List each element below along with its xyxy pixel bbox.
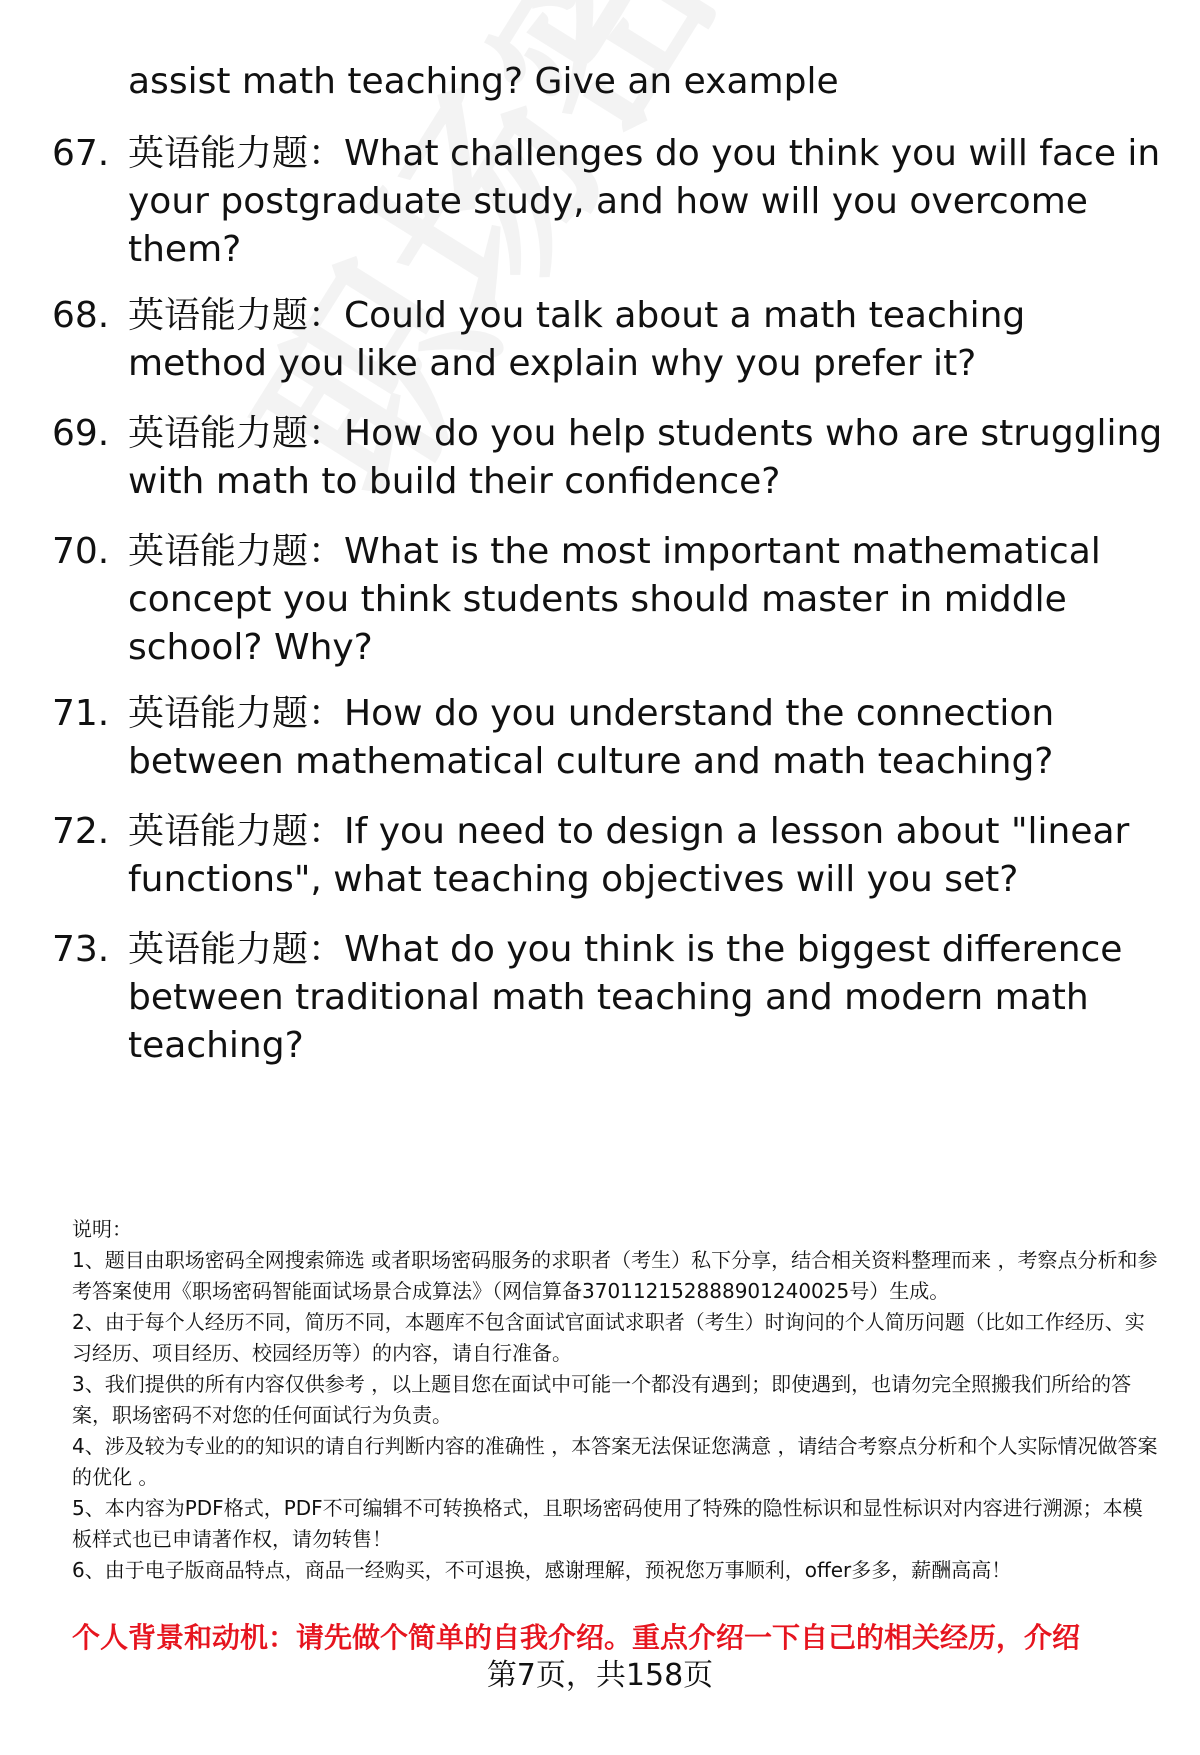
question-text: 英语能力题：How do you understand the connection between mathematical culture and math teaching? [128, 693, 1055, 782]
notes-section [72, 1214, 1162, 1586]
note-item: 3、我们提供的所有内容仅供参考 ，以上题目您在面试中可能一个都没有遇到；即使遇到，也请勿完全照搬我们所给的答案，职场密码不对您的任何面试行为负责。 [72, 1372, 1132, 1427]
next-question-heading: 个人背景和动机：请先做个简单的自我介绍。重点介绍一下自己的相关经历，介绍 [72, 1621, 1081, 1654]
question-text: 英语能力题：How do you help students who are struggling with math to build their confidence? [128, 413, 1163, 502]
question-number: 73. [52, 929, 110, 970]
note-item: 4、涉及较为专业的的知识的请自行判断内容的准确性 ，本答案无法保证您满意 ，请结合考察点分析和个人实际情况做答案的优化 。 [72, 1434, 1158, 1489]
question-number: 68. [52, 295, 110, 336]
page-number: 第7页，共158页 [486, 1658, 714, 1693]
question-text: 英语能力题：What is the most important mathematical concept you think students should master in middle school? Why? [128, 531, 1101, 668]
question-text: 英语能力题：If you need to design a lesson about "linear functions", what teaching objectives will you set? [128, 811, 1130, 900]
question-number: 72. [52, 811, 110, 852]
note-item: 6、由于电子版商品特点，商品一经购买，不可退换，感谢理解，预祝您万事顺利，offer多多，薪酬高高！ [72, 1558, 1012, 1582]
question-number: 70. [52, 531, 110, 572]
question-number: 69. [52, 413, 110, 454]
question-text: 英语能力题：What do you think is the biggest difference between traditional math teaching and modern math teaching? [128, 929, 1123, 1066]
question-number: 71. [52, 693, 110, 734]
note-item: 5、本内容为PDF格式，PDF不可编辑不可转换格式，且职场密码使用了特殊的隐性标识和显性标识对内容进行溯源；本模板样式也已申请著作权，请勿转售！ [72, 1496, 1143, 1551]
question-continuation: assist math teaching? Give an example [128, 61, 839, 102]
question-number: 67. [52, 133, 110, 174]
question-text: 英语能力题：Could you talk about a math teaching method you like and explain why you prefer it? [128, 295, 1026, 384]
question-text: 英语能力题：What challenges do you think you will face in your postgraduate study, and how will you overcome them? [128, 133, 1161, 270]
note-item: 1、题目由职场密码全网搜索筛选 或者职场密码服务的求职者（考生）私下分享，结合相关资料整理而来 ，考察点分析和参考答案使用《职场密码智能面试场景合成算法》（网信算备370112152888901240025号）生成。 [72, 1248, 1158, 1303]
notes-title: 说明： [72, 1217, 132, 1241]
note-item: 2、由于每个人经历不同，简历不同，本题库不包含面试官面试求职者（考生）时询问的个人简历问题（比如工作经历、实习经历、项目经历、校园经历等）的内容，请自行准备。 [72, 1310, 1145, 1365]
